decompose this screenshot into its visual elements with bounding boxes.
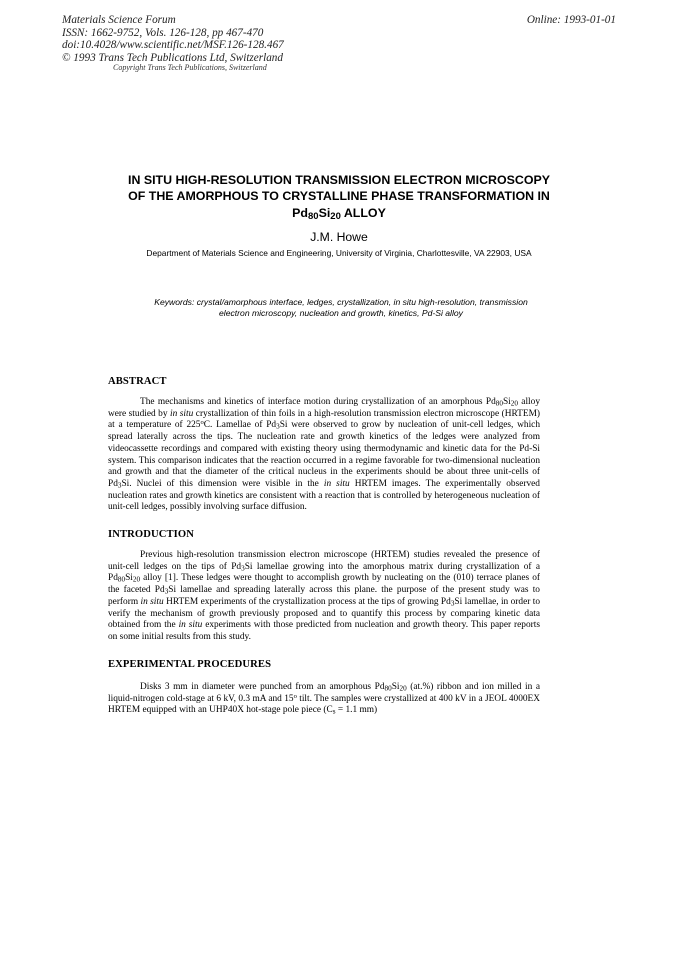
copyright-stamp: Copyright Trans Tech Publications, Switzerland [113,63,267,72]
title-line-2: OF THE AMORPHOUS TO CRYSTALLINE PHASE TRANSFORMATION IN [128,189,550,204]
keywords [110,297,572,320]
journal-header [62,14,284,64]
introduction-paragraph: Previous high-resolution transmission electron microscope (HRTEM) studies revealed the presence of unit-cell ledges on the tips of $Pd_3Si$ lamellae growing into the amorphous matrix during crystallization of a $Pd_{80}Si_{20}$ alloy [1]. These ledges were thought to accomplish growth by nucleating on the (010) terrace planes of the faceted $Pd_3Si$ lamellae and spreading laterally across this plane. the purpose of the present study was to perform in situ HRTEM experiments of the crystallization process at the tips of growing $Pd_3Si$ lamellae, in order to verify the mechanism of growth previously proposed and to quantify this process by comparing kinetic data obtained from the in situ experiments with those predicted from nucleation and growth theory. This paper reports on some initial results from this study. [108,550,541,642]
title-line-3: $Pd_{80}Si_{20}$ ALLOY [292,205,386,222]
paper-title [100,172,578,221]
keywords-line-2: electron microscopy, nucleation and growth, kinetics, Pd-Si alloy [219,308,463,319]
introduction-heading: INTRODUCTION [108,529,194,540]
author-affiliation: Department of Materials Science and Engineering, University of Virginia, Charlottesville, VA 22903, USA [146,248,532,258]
issn-line: ISSN: 1662-9752, Vols. 126-128, pp 467-470 [62,26,264,39]
abstract-heading: ABSTRACT [108,376,167,387]
doi-line[interactable]: doi:10.4028/www.scientific.net/MSF.126-128.467 [62,39,284,52]
experimental-heading: EXPERIMENTAL PROCEDURES [108,659,272,670]
keywords-line-1: Keywords: crystal/amorphous interface, ledges, crystallization, in situ high-resolution, transmission [154,297,528,307]
abstract-paragraph: The mechanisms and kinetics of interface motion during crystallization of an amorphous $Pd_{80}Si_{20}$ alloy were studied by in situ crystallization of thin foils in a high-resolution transmission electron microscope (HRTEM) at a temperature of 225$^o$C. Lamellae of $Pd_3Si$ were observed to grow by nucleation of unit-cell ledges, which spread laterally across the tips. The nucleation rate and growth kinetics of the ledges were analyzed from videocassette recordings and compared with existing theory using thermodynamic and kinetic data for the Pd-Si system. This comparison indicates that the reaction occurred in a regime favorable for two-dimensional nucleation and growth and that the diameter of the critical nucleus in the experiments should be about three unit-cells of $Pd_3Si$. Nuclei of this dimension were visible in the in situ HRTEM images. The experimentally observed nucleation rates and growth kinetics are consistent with a reaction that is controlled by heterogeneous nucleation of unit-cell ledges, possibly involving surface diffusion. [108,397,541,513]
title-line-1: IN SITU HIGH-RESOLUTION TRANSMISSION ELECTRON MICROSCOPY [128,173,550,187]
journal-name: Materials Science Forum [62,14,176,26]
author-name: J.M. Howe [310,230,368,244]
online-date: Online: 1993-01-01 [526,14,616,26]
copyright-line: © 1993 Trans Tech Publications Ltd, Switzerland [62,51,283,64]
experimental-paragraph: Disks 3 mm in diameter were punched from an amorphous $Pd_{80}Si_{20}$ (at.%) ribbon and ion milled in a liquid-nitrogen cold-stage at 6 kV, 0.3 mA and 15$^o$ tilt. The samples were crystallized at 400 kV in a JEOL 4000EX HRTEM equipped with an UHP40X hot-stage pole piece ($C_s = 1.1$ mm) [108,682,540,716]
